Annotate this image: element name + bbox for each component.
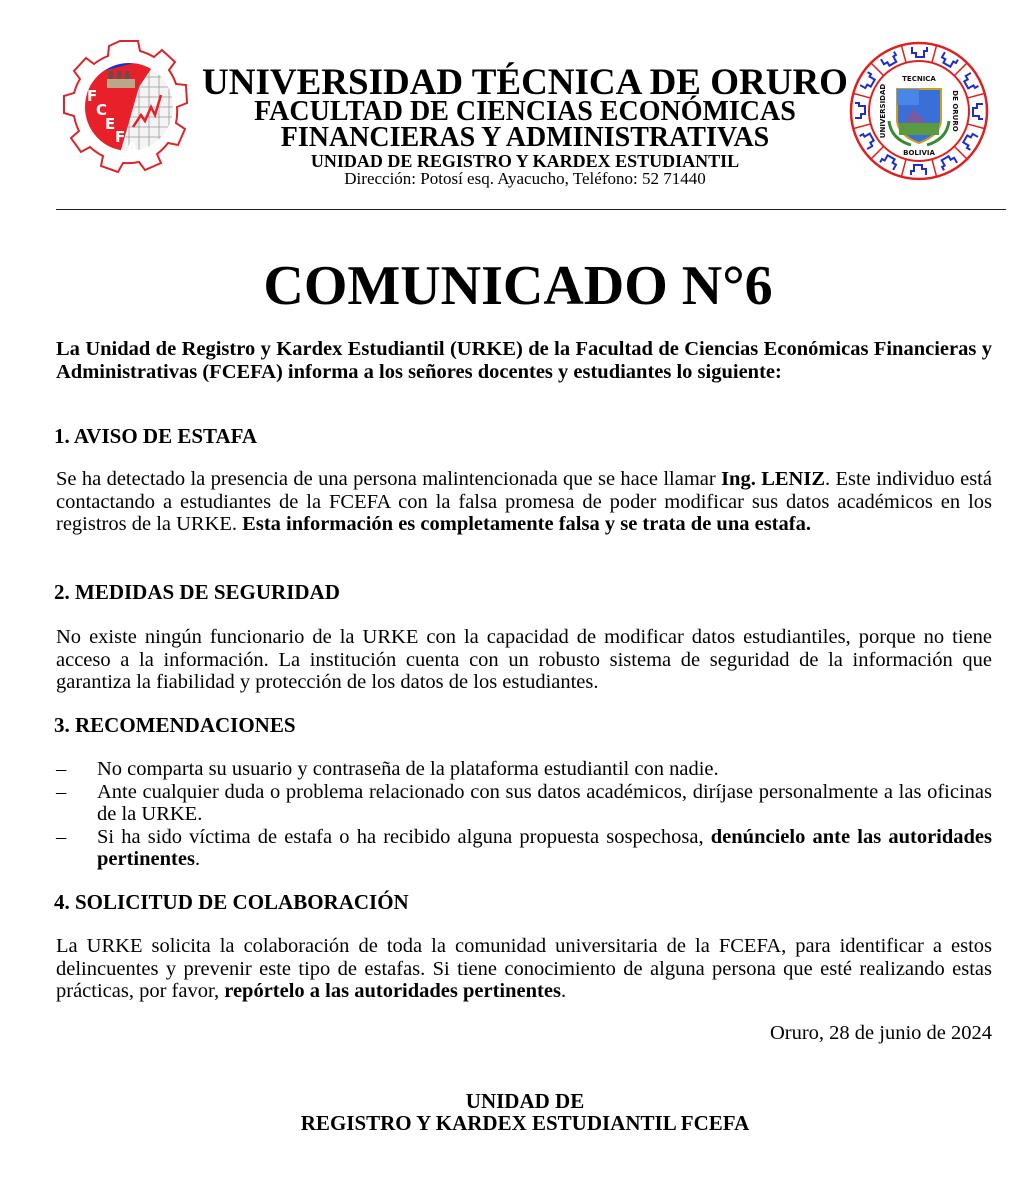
body-text: . Este individuo está contactando a estudiantes de la FCEFA con la falsa promesa de poder modificar sus datos académicos en los registros de la URKE. <box>56 468 992 535</box>
section-body-scam-warning <box>56 468 992 536</box>
intro-paragraph: La Unidad de Registro y Kardex Estudiantil (URKE) de la Facultad de Ciencias Económicas Financieras y Administrativas (FCEFA) informa a los señores docentes y estudiantes lo siguiente: <box>56 338 992 383</box>
uto-seal-logo-icon <box>848 40 990 182</box>
list-item <box>56 826 992 871</box>
signature-line-1: UNIDAD DE <box>465 1089 585 1113</box>
university-name: UNIVERSIDAD TÉCNICA DE ORURO <box>202 62 848 103</box>
uto-logo <box>848 40 990 182</box>
list-item-tail: . <box>194 848 201 870</box>
signature-line-2: REGISTRO Y KARDEX ESTUDIANTIL FCEFA <box>300 1111 750 1135</box>
recommendations-list <box>56 758 992 871</box>
bullet-dash: – <box>56 825 67 848</box>
list-item-text: Si ha sido víctima de estafa o ha recibido alguna propuesta sospechosa, <box>97 825 711 848</box>
section-body-security: No existe ningún funcionario de la URKE con la capacidad de modificar datos estudiantiles, porque no tiene acceso a la información. La institución cuenta con un robusto sistema de seguridad de la información que garantiza la fiabilidad y protección de los datos de los estudiantes. <box>56 626 992 693</box>
unit-name: UNIDAD DE REGISTRO Y KARDEX ESTUDIANTIL <box>310 151 740 171</box>
emphasis-text: Esta información es completamente falsa y se trata de una estafa. <box>242 513 811 535</box>
list-item <box>56 758 992 781</box>
section-heading-collaboration: 4. SOLICITUD DE COLABORACIÓN <box>54 890 409 914</box>
list-item <box>56 781 992 826</box>
faculty-name-line1: FACULTAD DE CIENCIAS ECONÓMICAS <box>254 96 796 127</box>
address: Dirección: Potosí esq. Ayacucho, Teléfono: 52 71440 <box>344 169 706 188</box>
faculty-name-line2: FINANCIERAS Y ADMINISTRATIVAS <box>280 122 770 153</box>
section-body-collaboration <box>56 935 992 1003</box>
emphasis-text: denúncielo ante las autoridades pertinentes <box>97 825 992 870</box>
svg-text:DE ORURO: DE ORURO <box>951 90 959 132</box>
svg-text:UNIVERSIDAD: UNIVERSIDAD <box>879 83 887 139</box>
section-heading-security: 2. MEDIDAS DE SEGURIDAD <box>54 580 340 604</box>
fcefa-gear-logo-icon <box>62 40 196 174</box>
emphasis-text: repórtelo a las autoridades pertinentes <box>224 980 561 1002</box>
body-text: La URKE solicita la colaboración de toda la comunidad universitaria de la FCEFA, para identificar a estos delincuentes y prevenir este tipo de estafas. Si tiene conocimiento de alguna persona que esté realizando estas prácticas, por favor, <box>56 935 992 1002</box>
section-heading-recommendations: 3. RECOMENDACIONES <box>54 713 296 737</box>
svg-text:E: E <box>105 115 116 133</box>
bullet-dash: – <box>56 758 67 780</box>
fcefa-logo <box>62 40 196 174</box>
svg-text:F: F <box>115 128 126 146</box>
section-heading-scam-warning: 1. AVISO DE ESTAFA <box>54 424 258 448</box>
list-item-text: Ante cualquier duda o problema relacionado con sus datos académicos, diríjase personalmente a las oficinas de la URKE. <box>97 780 992 825</box>
document-date: Oruro, 28 de junio de 2024 <box>769 1022 992 1044</box>
body-tail: . <box>560 980 567 1002</box>
svg-text:BOLIVIA: BOLIVIA <box>903 149 935 157</box>
svg-text:C: C <box>96 101 108 119</box>
bullet-dash: – <box>56 780 67 803</box>
body-text: Se ha detectado la presencia de una persona malintencionada que se hace llamar <box>56 468 722 490</box>
list-item-text: No comparta su usuario y contraseña de la plataforma estudiantil con nadie. <box>97 758 719 780</box>
svg-text:A: A <box>126 139 138 157</box>
svg-text:TECNICA: TECNICA <box>902 75 936 83</box>
scammer-name: Ing. LENIZ <box>721 468 825 490</box>
header-divider <box>56 209 1006 210</box>
document-title: COMUNICADO N°6 <box>263 255 773 317</box>
svg-text:F: F <box>87 87 98 105</box>
